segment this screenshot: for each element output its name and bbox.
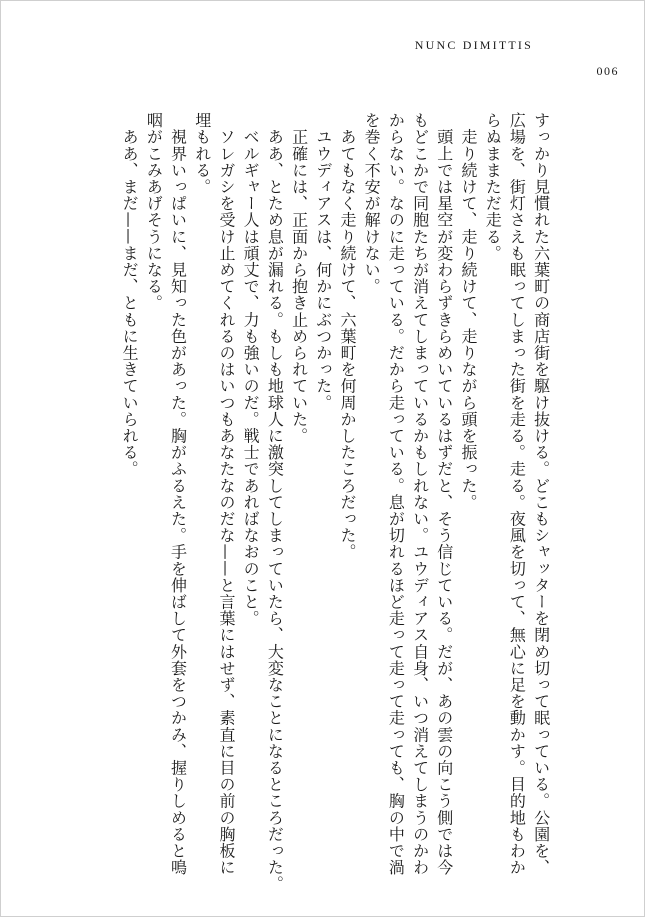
paragraph: 頭上では星空が変わらずきらめいているはずだと、そう信じている。だが、あの雲の向こう側では今 もどこかで同胞たちが消えてしまっているかもしれない。ユウディアス自身、いつ消えてしまうのかわ からない。なのに走っている。だから走っている。息が切れるほど走って走って走っても、胸の中で渦 を巻く不安が解けない。 xyxy=(362,112,454,876)
paragraph: ああ、とため息が漏れる。もしも地球人に激突してしまっていたら、大変なことになるところだった。 xyxy=(265,112,285,893)
page-number: 006 xyxy=(596,64,619,78)
paragraph: すっかり見慣れた六葉町の商店街を駆け抜ける。どこもシャッターを閉め切って眠っている。公園を、 広場を、街灯さえも眠ってしまった街を走る。走る。夜風を切って、無心に足を動かす。目的地もわか らぬままただ走る。 xyxy=(483,112,551,876)
paragraph: ベルギャー人は頑丈で、力も強いのだ。戦士であればなおのこと。 xyxy=(241,112,261,627)
paragraph: ああ、まだ——まだ、ともに生きていられる。 xyxy=(120,112,140,478)
paragraph: あてもなく走り続けて、六葉町を何周かしたころだった。 xyxy=(337,112,357,561)
paragraph: ユウディアスは、何かにぶつかった。 xyxy=(313,112,333,411)
paragraph: 走り続けて、走り続けて、走りながら頭を振った。 xyxy=(458,112,478,511)
running-head-title: NUNC DIMITTIS xyxy=(414,38,533,52)
paragraph: 視界いっぱいに、見知った色があった。胸がふるえた。手を伸ばして外套をつかみ、握りしめると鳴 咽がこみあげそうになる。 xyxy=(144,112,188,876)
body-text xyxy=(93,112,601,893)
paragraph: 正確には、正面から抱き止められていた。 xyxy=(289,112,309,444)
paragraph: ソレガシを受け止めてくれるのはいつもあなたなのだな——と言葉にはせず、素直に目の前の胸板に 埋もれる。 xyxy=(192,112,236,876)
